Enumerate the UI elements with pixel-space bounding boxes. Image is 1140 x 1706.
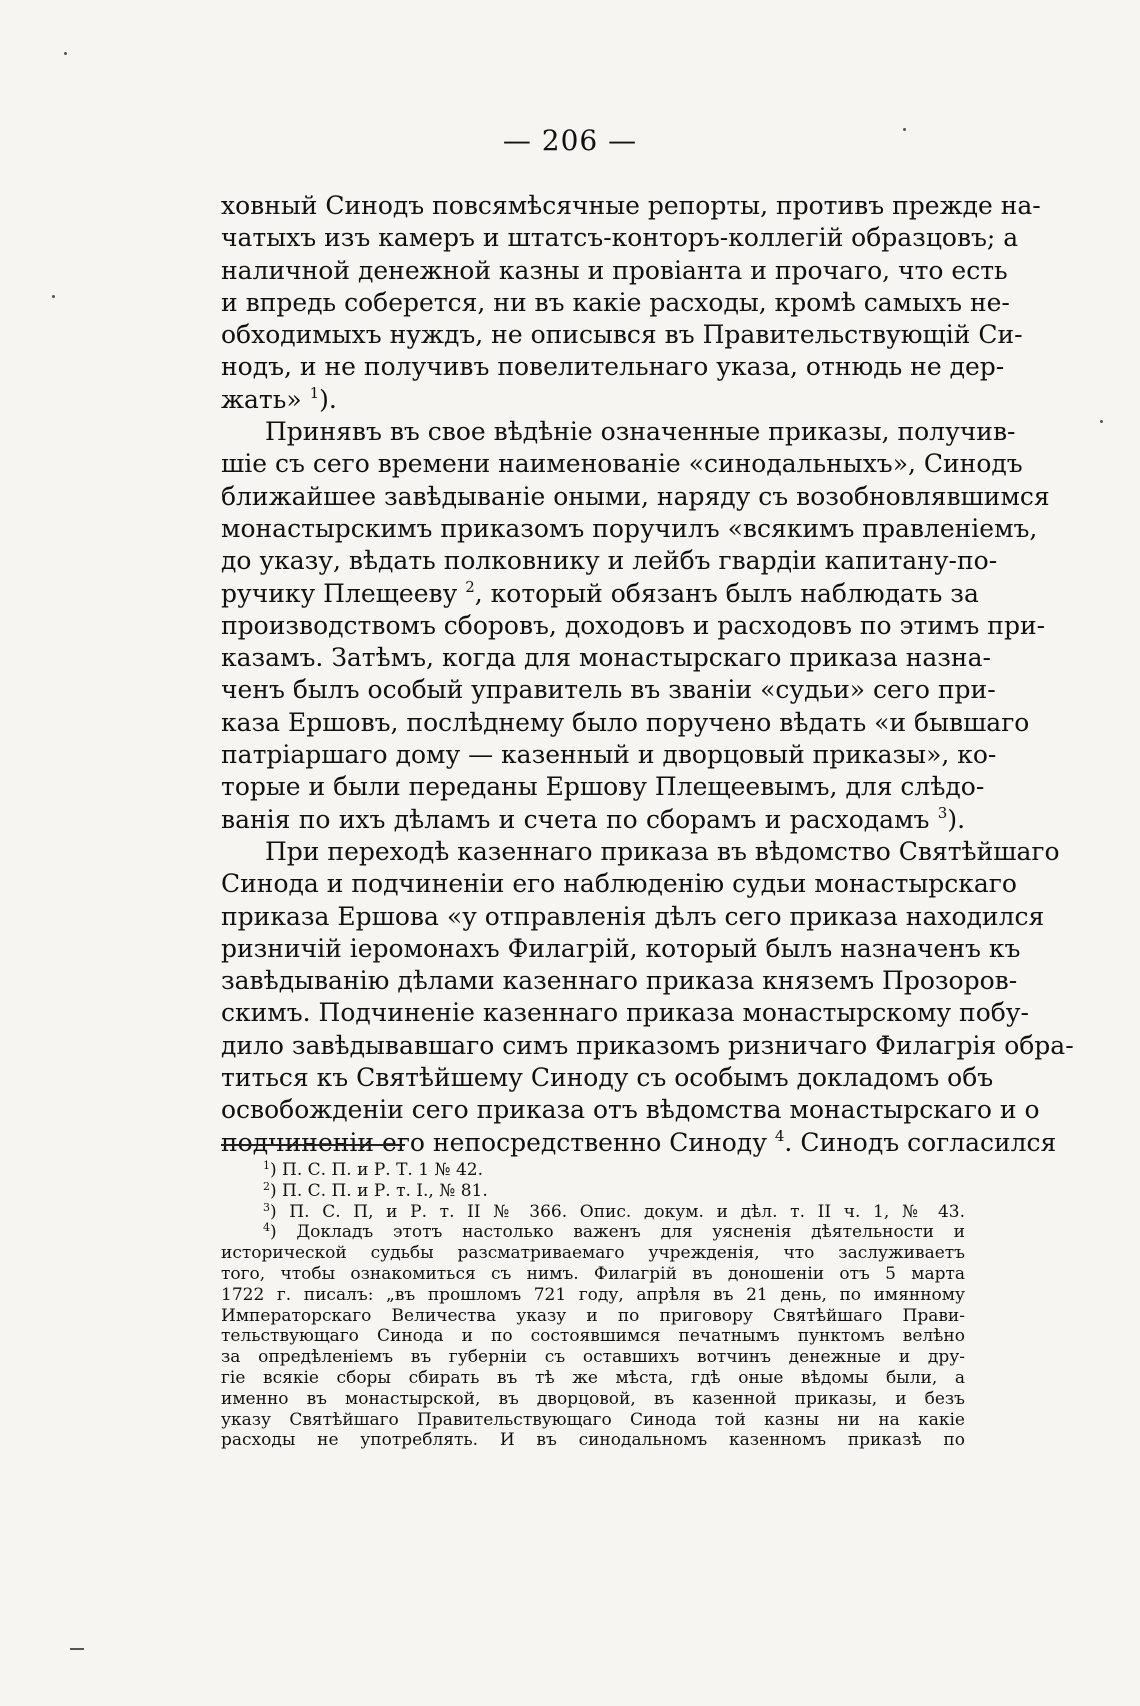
text-line: ризничій іеромонахъ Филагрій, который былъ назначенъ къ [221, 933, 1021, 963]
text-fragment: жать» [221, 384, 302, 414]
footnote-3 [221, 1202, 965, 1223]
footnote-line: исторической судьбы разсматриваемаго учрежденія, что заслуживаетъ [221, 1243, 965, 1264]
scan-speck [52, 295, 55, 298]
text-line: производствомъ сборовъ, доходовъ и расходовъ по этимъ при- [221, 610, 1046, 640]
text-line: скимъ. Подчиненіе казеннаго приказа монастырскому побу- [221, 998, 1029, 1028]
text-line: монастырскимъ приказомъ поручилъ «всякимъ правленіемъ, [221, 513, 1038, 543]
footnote-ref: 3 [937, 803, 948, 822]
text-fragment: . Синодъ согласился [784, 1127, 1057, 1157]
scan-speck [70, 1648, 84, 1650]
footnote-line: 1722 г. писалъ: „въ прошломъ 721 году, апрѣля въ 21 день, по имянному [221, 1284, 965, 1305]
footnote-line: того, чтобы ознакомиться съ нимъ. Филагрій въ доношеніи отъ 5 марта [221, 1263, 965, 1284]
footnote-ref-close: ). [319, 384, 337, 414]
footnote-ref-close: ). [947, 804, 966, 834]
text-line: обходимыхъ нуждъ, не описывся въ Правительствующій Си- [221, 320, 1023, 350]
text-line: нодъ, и не получивъ повелительнаго указа, отнюдь не дер- [221, 352, 1005, 382]
text-fragment: подчиненіи его непосредственно Синоду [221, 1127, 767, 1157]
footnotes [221, 1160, 965, 1451]
footnote-ref: 4 [774, 1126, 785, 1145]
text-line: Синода и подчиненіи его наблюденію судьи монастырскаго [221, 869, 1017, 899]
scan-speck [903, 128, 906, 131]
footnote-4 [221, 1222, 965, 1243]
footnote-line: расходы не употреблять. И въ синодальномъ казенномъ приказѣ по [221, 1430, 965, 1451]
footnote-ref: 1 [309, 383, 320, 402]
footnote-mark: 4 [263, 1221, 270, 1235]
text-line: ближайшее завѣдываніе оными, наряду съ возобновлявшимся [221, 481, 1050, 511]
text-line: казамъ. Затѣмъ, когда для монастырскаго приказа назна- [221, 643, 991, 673]
text-line [221, 1126, 1057, 1159]
footnote-2 [221, 1181, 965, 1202]
body-text [221, 190, 1074, 1159]
text-line: титься къ Святѣйшему Синоду съ особымъ докладомъ объ [221, 1063, 994, 1093]
text-fragment: , который обязанъ былъ наблюдать за [474, 578, 979, 608]
text-line [221, 577, 979, 610]
text-line: приказа Ершова «у отправленія дѣлъ сего приказа находился [221, 901, 1045, 931]
footnote-mark: 2 [263, 1179, 270, 1193]
footnote-line: Императорскаго Величества указу и по приговору Святѣйшаго Прави- [221, 1305, 965, 1326]
text-line: дило завѣдывавшаго симъ приказомъ ризничаго Филагрія обра- [221, 1030, 1074, 1060]
footnote-mark: 3 [263, 1200, 270, 1214]
text-fragment: ванія по ихъ дѣламъ и счета по сборамъ и расходамъ [221, 804, 930, 834]
footnote-1 [221, 1160, 965, 1181]
footnote-mark: 1 [263, 1159, 270, 1172]
footnote-text: ) П. С. П. и Р. т. I., № 81. [270, 1180, 488, 1201]
text-line: ченъ былъ особый управитель въ званіи «судьи» сего при- [221, 675, 996, 705]
text-line: завѣдыванію дѣлами казеннаго приказа княземъ Прозоров- [221, 966, 1018, 996]
text-line: торые и были переданы Ершову Плещеевымъ, для слѣдо- [221, 772, 985, 802]
text-line: каза Ершовъ, послѣднему было поручено вѣдать «и бывшаго [221, 707, 1030, 737]
footnote-line: именно въ монастырской, въ дворцовой, въ казенной приказы, и безъ [221, 1388, 965, 1409]
text-line [221, 804, 965, 836]
page-number: — 206 — [502, 124, 638, 157]
text-line: и впредь соберется, ни въ какіе расходы, кромѣ самыхъ не- [221, 287, 1010, 317]
footnote-text: ) Докладъ этотъ настолько важенъ для уясненія дѣятельности и [270, 1222, 965, 1243]
footnote-text: ) П. С. П. и Р. Т. 1 № 42. [270, 1160, 483, 1180]
text-line: Принявъ въ свое вѣдѣніе означенные приказы, получив- [265, 417, 1016, 447]
footnote-line: гіе всякіе сборы сбирать въ тѣ же мѣста, гдѣ оные вѣдомы были, а [221, 1367, 965, 1388]
text-line: до указу, вѣдать полковнику и лейбъ гвардіи капитану-по- [221, 546, 998, 576]
text-line: шіе съ сего времени наименованіе «синодальныхъ», Синодъ [221, 449, 1023, 479]
footnote-line: за опредѣленіемъ въ губерніи съ оставшихъ вотчинъ денежные и дру- [221, 1347, 965, 1368]
text-line: наличной денежной казны и провіанта и прочаго, что есть [221, 255, 1008, 285]
scan-speck [1100, 420, 1103, 423]
text-line: чатыхъ изъ камеръ и штатсъ-конторъ-коллегій образцовъ; а [221, 223, 1019, 253]
scan-speck [64, 52, 67, 55]
text-line: освобожденіи сего приказа отъ вѣдомства монастырскаго и о [221, 1095, 1040, 1125]
footnote-separator [221, 1144, 405, 1146]
text-line: патріаршаго дому — казенный и дворцовый приказы», ко- [221, 740, 997, 770]
footnote-line: указу Святѣйшаго Правительствующаго Синода той казны ни на какіе [221, 1409, 965, 1430]
text-line [221, 384, 965, 416]
text-line: ховный Синодъ повсямѣсячные рeпорты, противъ прежде на- [221, 191, 1041, 220]
text-line: При переходѣ казеннаго приказа въ вѣдомство Святѣйшаго [265, 836, 1060, 866]
footnote-line: тельствующаго Синода и по состоявшимся печатнымъ пунктомъ велѣно [221, 1326, 965, 1347]
footnote-text: ) П. С. П, и Р. т. II № 366. Опис. докум. и дѣл. т. II ч. 1, № 43. [270, 1201, 965, 1222]
text-fragment: ручику Плещееву [221, 578, 458, 608]
footnote-ref: 2 [465, 577, 475, 596]
